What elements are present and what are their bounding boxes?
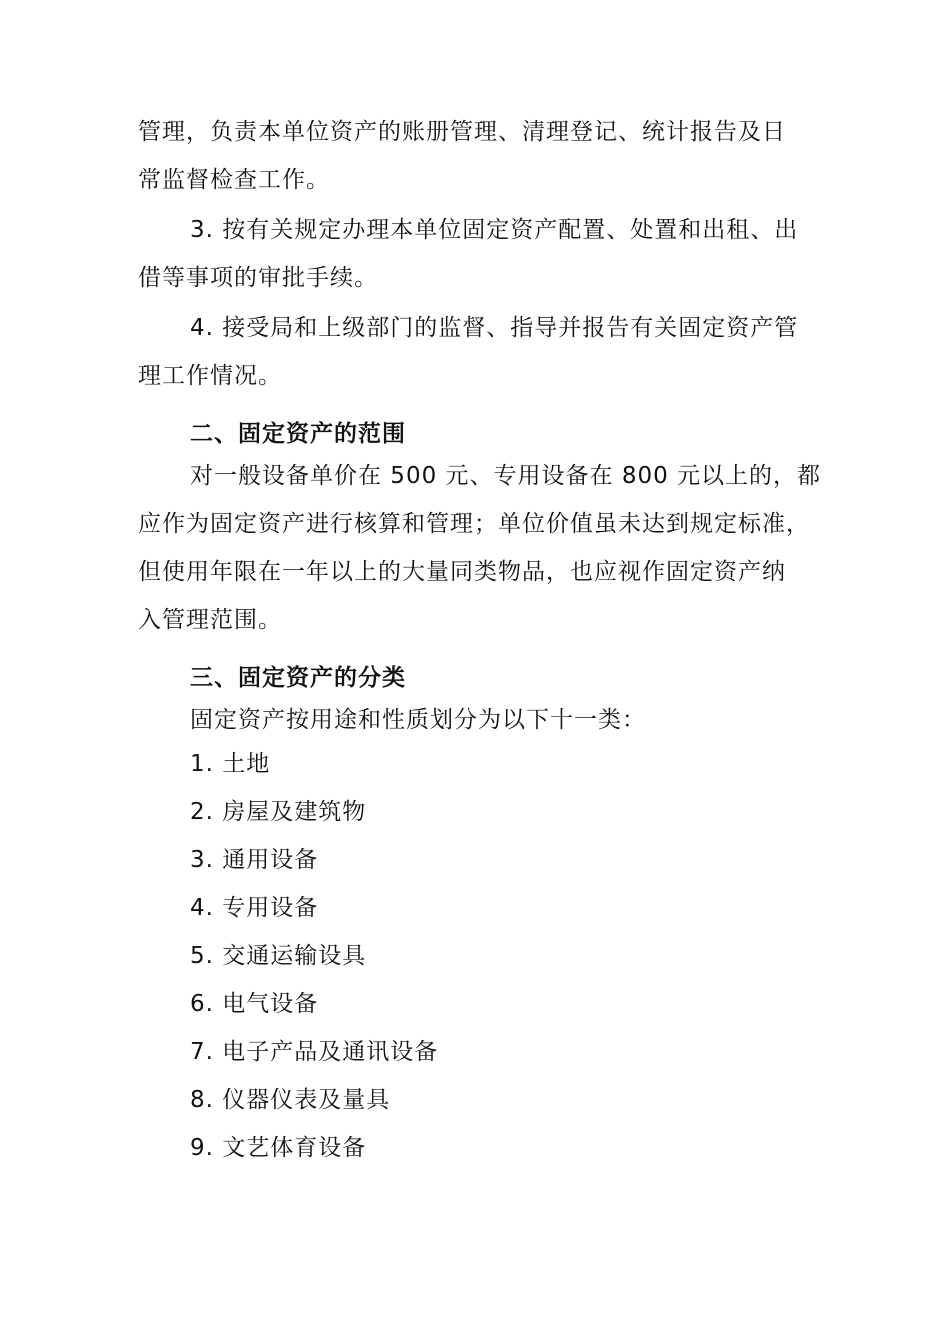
list-item: 1. 土地: [190, 751, 271, 777]
list-item-4: 4. 接受局和上级部门的监督、指导并报告有关固定资产管: [190, 315, 799, 341]
list-item: 8. 仪器仪表及量具: [190, 1087, 391, 1113]
list-item: 6. 电气设备: [190, 991, 319, 1017]
list-item: 7. 电子产品及通讯设备: [190, 1039, 439, 1065]
section-heading-classification: 三、固定资产的分类: [190, 665, 406, 691]
paragraph-line: 理工作情况。: [138, 363, 282, 389]
list-item: 5. 交通运输设具: [190, 943, 367, 969]
paragraph-line: 常监督检查工作。: [138, 167, 330, 193]
paragraph-line: 入管理范围。: [138, 607, 282, 633]
paragraph-line: 固定资产按用途和性质划分为以下十一类：: [190, 707, 646, 733]
list-item: 9. 文艺体育设备: [190, 1135, 367, 1161]
list-item: 2. 房屋及建筑物: [190, 799, 367, 825]
paragraph-line: 应作为固定资产进行核算和管理；单位价值虽未达到规定标准，: [138, 511, 810, 537]
paragraph-line: 但使用年限在一年以上的大量同类物品，也应视作固定资产纳: [138, 559, 786, 585]
paragraph-line: 对一般设备单价在 500 元、专用设备在 800 元以上的，都: [190, 463, 822, 489]
list-item: 4. 专用设备: [190, 895, 319, 921]
list-item: 3. 通用设备: [190, 847, 319, 873]
list-item-3: 3. 按有关规定办理本单位固定资产配置、处置和出租、出: [190, 217, 799, 243]
paragraph-line: 管理，负责本单位资产的账册管理、清理登记、统计报告及日: [138, 119, 786, 145]
paragraph-line: 借等事项的审批手续。: [138, 265, 378, 291]
section-heading-range: 二、固定资产的范围: [190, 421, 406, 447]
